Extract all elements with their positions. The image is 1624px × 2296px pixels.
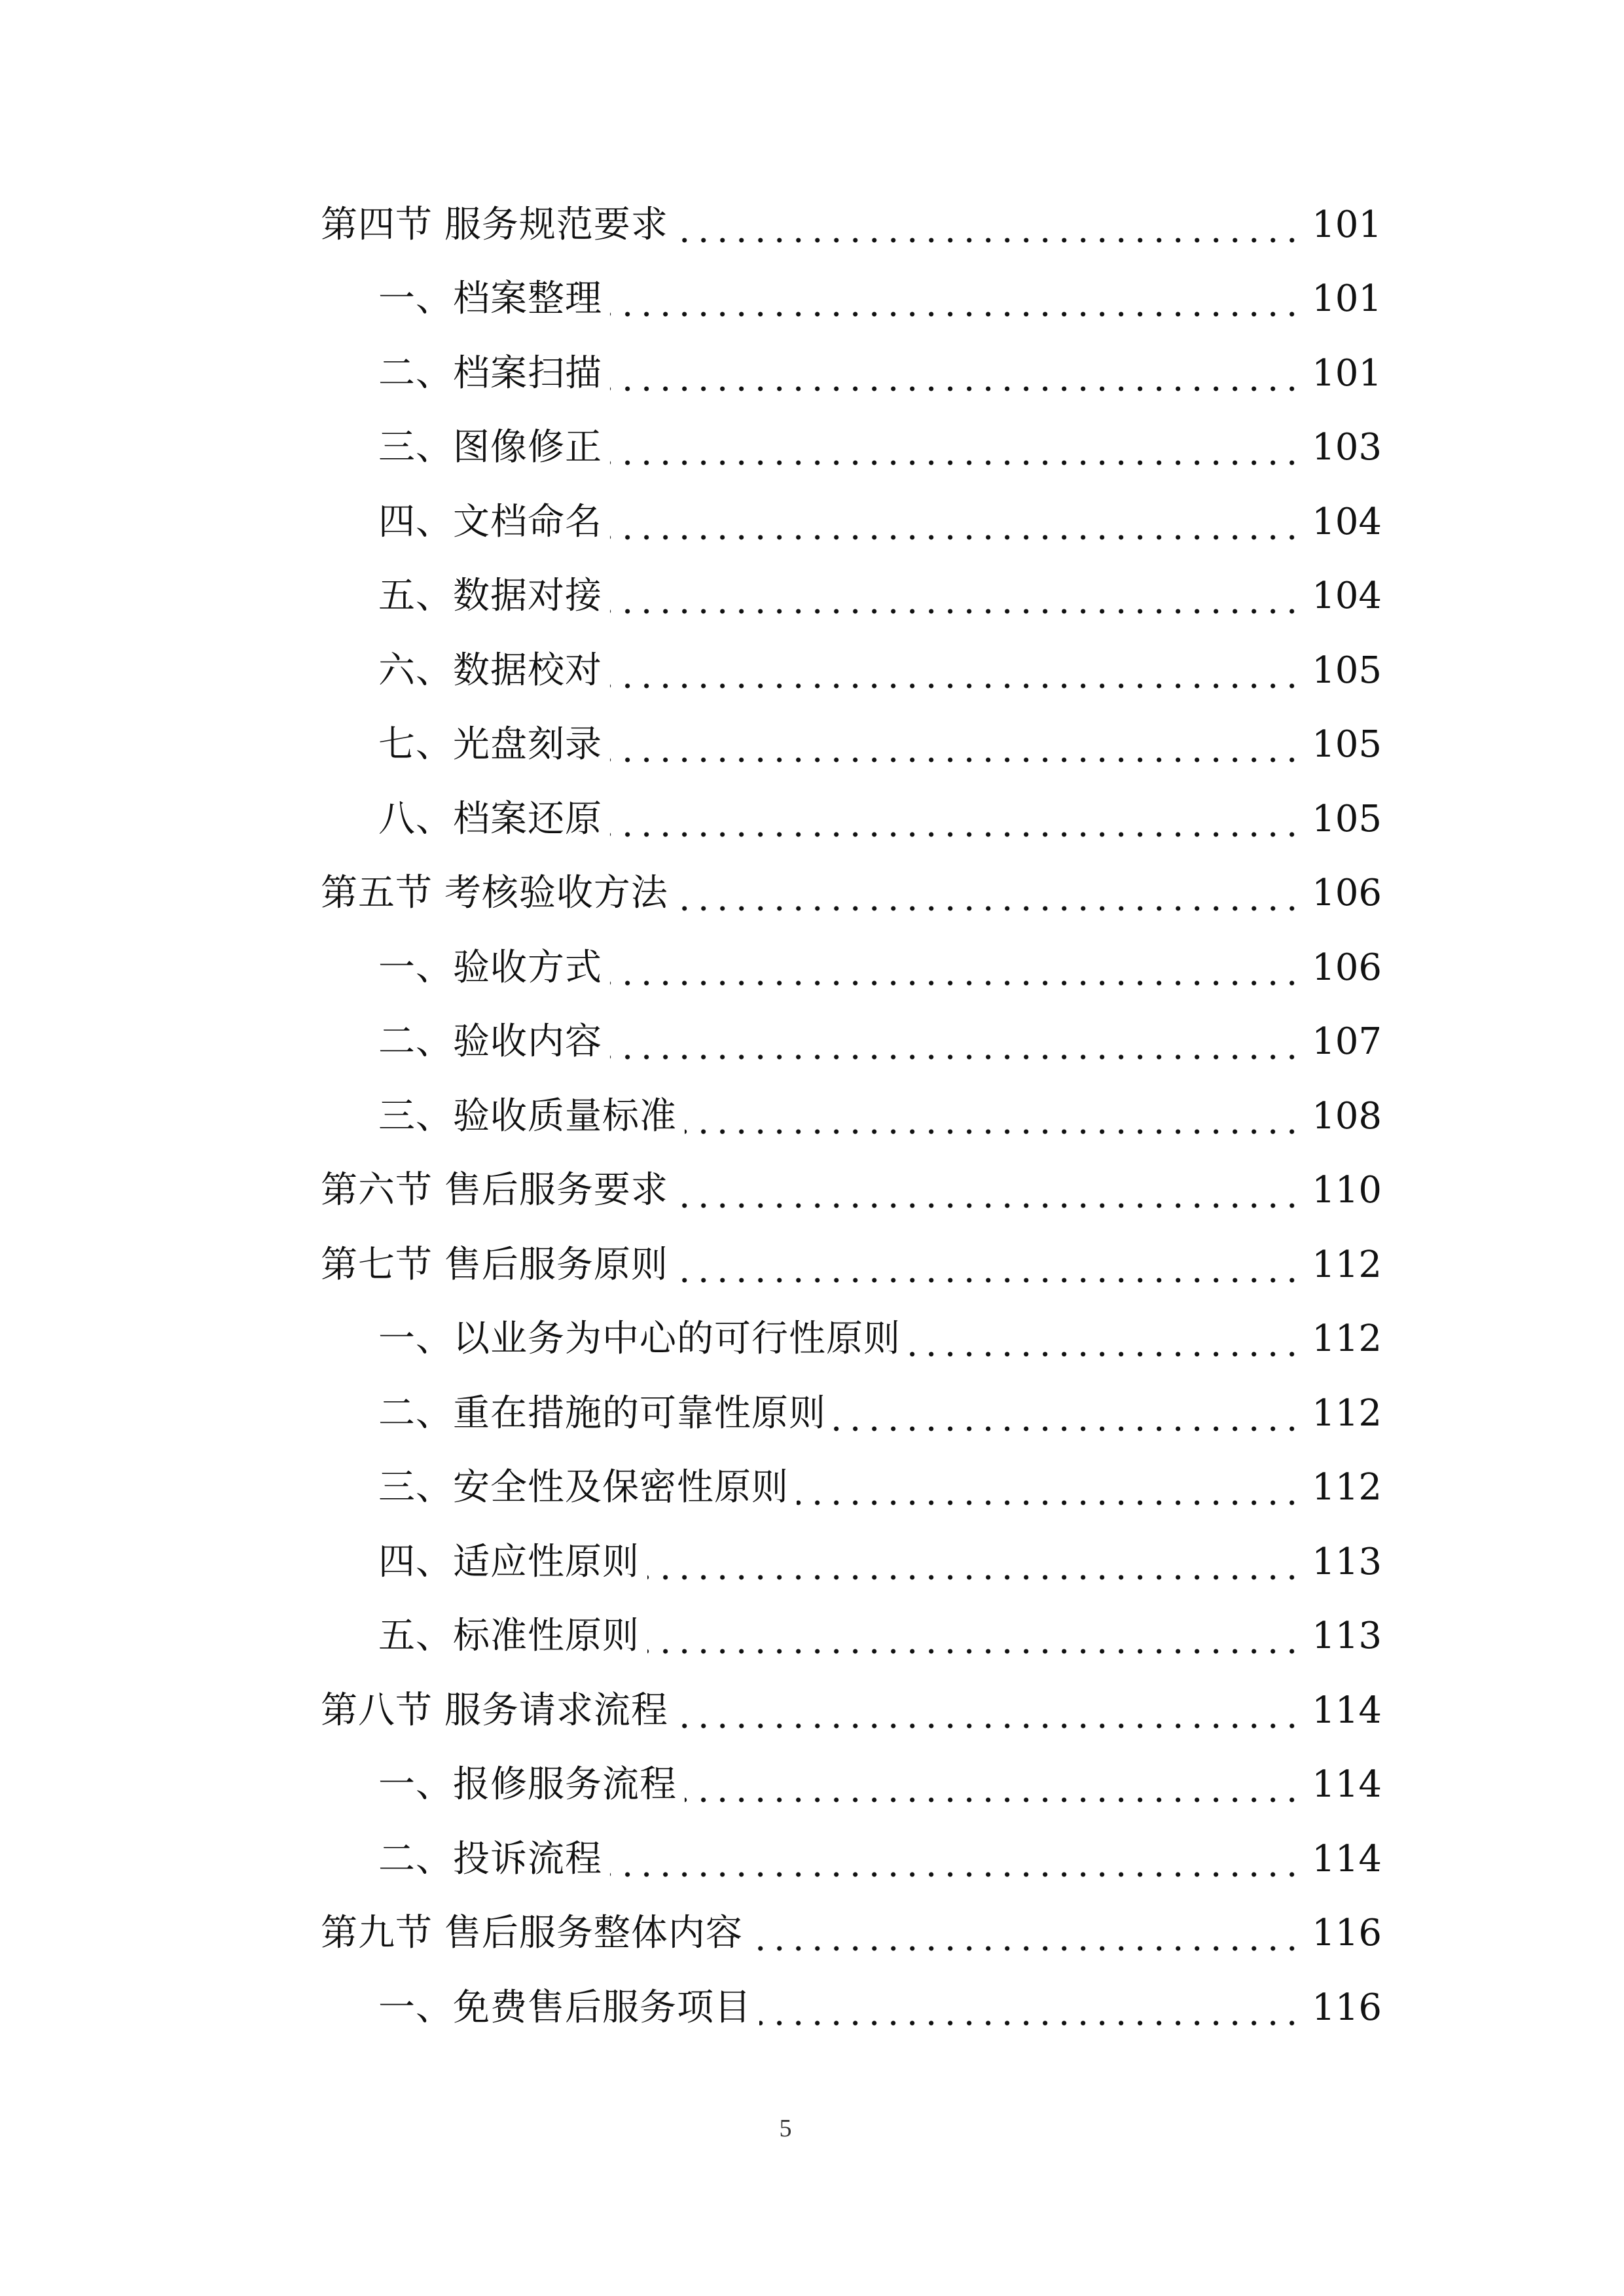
toc-leader-dots — [759, 1989, 1301, 2027]
toc-leader-dots — [610, 503, 1301, 541]
toc-entry[interactable] — [321, 1971, 1382, 2045]
page-number: 5 — [779, 2115, 792, 2142]
toc-leader-dots — [610, 800, 1301, 838]
toc-entry[interactable] — [321, 411, 1382, 486]
toc-entry-title: 八、档案还原 — [378, 797, 602, 840]
toc-entry-label — [321, 1169, 668, 1212]
toc-section-number: 第六节 — [321, 1169, 433, 1212]
toc-page-number: 101 — [1312, 203, 1382, 246]
toc-page-number: 106 — [1312, 872, 1382, 915]
toc-leader-dots — [909, 1320, 1301, 1358]
toc-entry-title: 二、投诉流程 — [378, 1837, 602, 1880]
toc-leader-dots — [610, 429, 1301, 467]
toc-page-number: 114 — [1312, 1689, 1382, 1732]
toc-leader-dots — [610, 1840, 1301, 1878]
toc-entry-title: 六、数据校对 — [378, 649, 602, 692]
toc-entry-title: 考核验收方法 — [444, 872, 668, 915]
toc-entry[interactable] — [321, 857, 1382, 931]
toc-entry[interactable] — [321, 485, 1382, 560]
toc-entry-title: 四、适应性原则 — [378, 1540, 640, 1583]
toc-page-number: 116 — [1312, 1912, 1382, 1955]
toc-entry[interactable] — [321, 1822, 1382, 1897]
toc-entry[interactable] — [321, 1897, 1382, 1971]
toc-leader-dots — [685, 1098, 1301, 1136]
toc-section-number: 第四节 — [321, 203, 433, 246]
toc-entry-label — [321, 203, 668, 246]
toc-entry-title: 七、光盘刻录 — [378, 723, 602, 766]
toc-entry-title: 服务规范要求 — [444, 203, 668, 246]
toc-page-number: 112 — [1312, 1243, 1382, 1286]
toc-page-number: 112 — [1312, 1391, 1382, 1435]
toc-leader-dots — [797, 1469, 1301, 1507]
toc-page-number: 113 — [1312, 1540, 1382, 1583]
toc-page-number: 107 — [1312, 1020, 1382, 1064]
toc-entry[interactable] — [321, 1600, 1382, 1674]
toc-entry[interactable] — [321, 931, 1382, 1005]
toc-entry-title: 五、标准性原则 — [378, 1615, 640, 1658]
toc-page-number: 104 — [1312, 575, 1382, 618]
toc-page-number: 114 — [1312, 1763, 1382, 1806]
toc-entry-title: 售后服务原则 — [444, 1243, 668, 1286]
toc-entry-title: 一、报修服务流程 — [378, 1763, 677, 1806]
toc-page-number: 113 — [1312, 1615, 1382, 1658]
toc-entry[interactable] — [321, 1154, 1382, 1229]
toc-entry-label — [321, 1243, 668, 1286]
toc-page-number: 106 — [1312, 946, 1382, 989]
toc-page-number: 114 — [1312, 1837, 1382, 1880]
toc-leader-dots — [610, 577, 1301, 615]
toc-page-number: 110 — [1312, 1169, 1382, 1212]
toc-entry[interactable] — [321, 1005, 1382, 1080]
toc-entry[interactable] — [321, 1674, 1382, 1748]
toc-section-number: 第八节 — [321, 1689, 433, 1732]
toc-entry[interactable] — [321, 634, 1382, 708]
toc-entry-title: 二、重在措施的可靠性原则 — [378, 1391, 826, 1435]
toc-page-number: 101 — [1312, 351, 1382, 395]
toc-page-number: 101 — [1312, 278, 1382, 321]
toc-entry-title: 四、文档命名 — [378, 500, 602, 543]
toc-entry[interactable] — [321, 1525, 1382, 1600]
toc-page-number: 108 — [1312, 1094, 1382, 1138]
table-of-contents — [321, 188, 1382, 2045]
toc-leader-dots — [647, 1543, 1301, 1581]
toc-entry-title: 二、验收内容 — [378, 1020, 602, 1064]
toc-page-number: 116 — [1312, 1986, 1382, 2029]
toc-entry[interactable] — [321, 1079, 1382, 1154]
toc-entry[interactable] — [321, 1451, 1382, 1526]
toc-entry[interactable] — [321, 1302, 1382, 1377]
toc-leader-dots — [676, 1692, 1301, 1730]
toc-leader-dots — [610, 652, 1301, 690]
toc-entry-title: 售后服务整体内容 — [444, 1912, 743, 1955]
toc-section-number: 第九节 — [321, 1912, 433, 1955]
toc-entry-title: 一、以业务为中心的可行性原则 — [378, 1318, 901, 1361]
toc-leader-dots — [676, 1172, 1301, 1210]
toc-page-number: 103 — [1312, 426, 1382, 469]
toc-leader-dots — [610, 949, 1301, 987]
toc-entry[interactable] — [321, 188, 1382, 262]
toc-entry-title: 一、验收方式 — [378, 946, 602, 989]
toc-entry[interactable] — [321, 560, 1382, 634]
toc-entry[interactable] — [321, 708, 1382, 783]
toc-leader-dots — [834, 1395, 1301, 1433]
toc-page-number: 105 — [1312, 649, 1382, 692]
toc-entry[interactable] — [321, 1228, 1382, 1302]
toc-entry-title: 三、图像修正 — [378, 426, 602, 469]
toc-page-number: 105 — [1312, 723, 1382, 766]
toc-entry-title: 五、数据对接 — [378, 575, 602, 618]
toc-leader-dots — [676, 874, 1301, 912]
toc-entry[interactable] — [321, 782, 1382, 857]
toc-entry-label — [321, 1689, 668, 1732]
toc-entry-title: 二、档案扫描 — [378, 351, 602, 395]
toc-section-number: 第七节 — [321, 1243, 433, 1286]
toc-page-number: 112 — [1312, 1466, 1382, 1509]
toc-section-number: 第五节 — [321, 872, 433, 915]
toc-entry-title: 服务请求流程 — [444, 1689, 668, 1732]
toc-leader-dots — [610, 1023, 1301, 1061]
toc-leader-dots — [610, 355, 1301, 393]
toc-entry[interactable] — [321, 1376, 1382, 1451]
toc-entry-title: 一、免费售后服务项目 — [378, 1986, 751, 2029]
toc-entry-title: 三、验收质量标准 — [378, 1094, 677, 1138]
toc-entry[interactable] — [321, 336, 1382, 411]
toc-leader-dots — [685, 1766, 1301, 1804]
toc-page-number: 104 — [1312, 500, 1382, 543]
toc-entry[interactable] — [321, 1748, 1382, 1823]
toc-entry-title: 售后服务要求 — [444, 1169, 668, 1212]
toc-leader-dots — [676, 206, 1301, 244]
toc-entry-title: 三、安全性及保密性原则 — [378, 1466, 789, 1509]
toc-page-number: 112 — [1312, 1318, 1382, 1361]
toc-entry-label — [321, 872, 668, 915]
toc-entry-title: 一、档案整理 — [378, 278, 602, 321]
toc-leader-dots — [610, 726, 1301, 764]
toc-leader-dots — [647, 1617, 1301, 1655]
toc-leader-dots — [751, 1914, 1301, 1952]
toc-page-number: 105 — [1312, 797, 1382, 840]
toc-leader-dots — [610, 280, 1301, 318]
toc-entry-label — [321, 1912, 743, 1955]
toc-leader-dots — [676, 1246, 1301, 1284]
toc-entry[interactable] — [321, 262, 1382, 337]
